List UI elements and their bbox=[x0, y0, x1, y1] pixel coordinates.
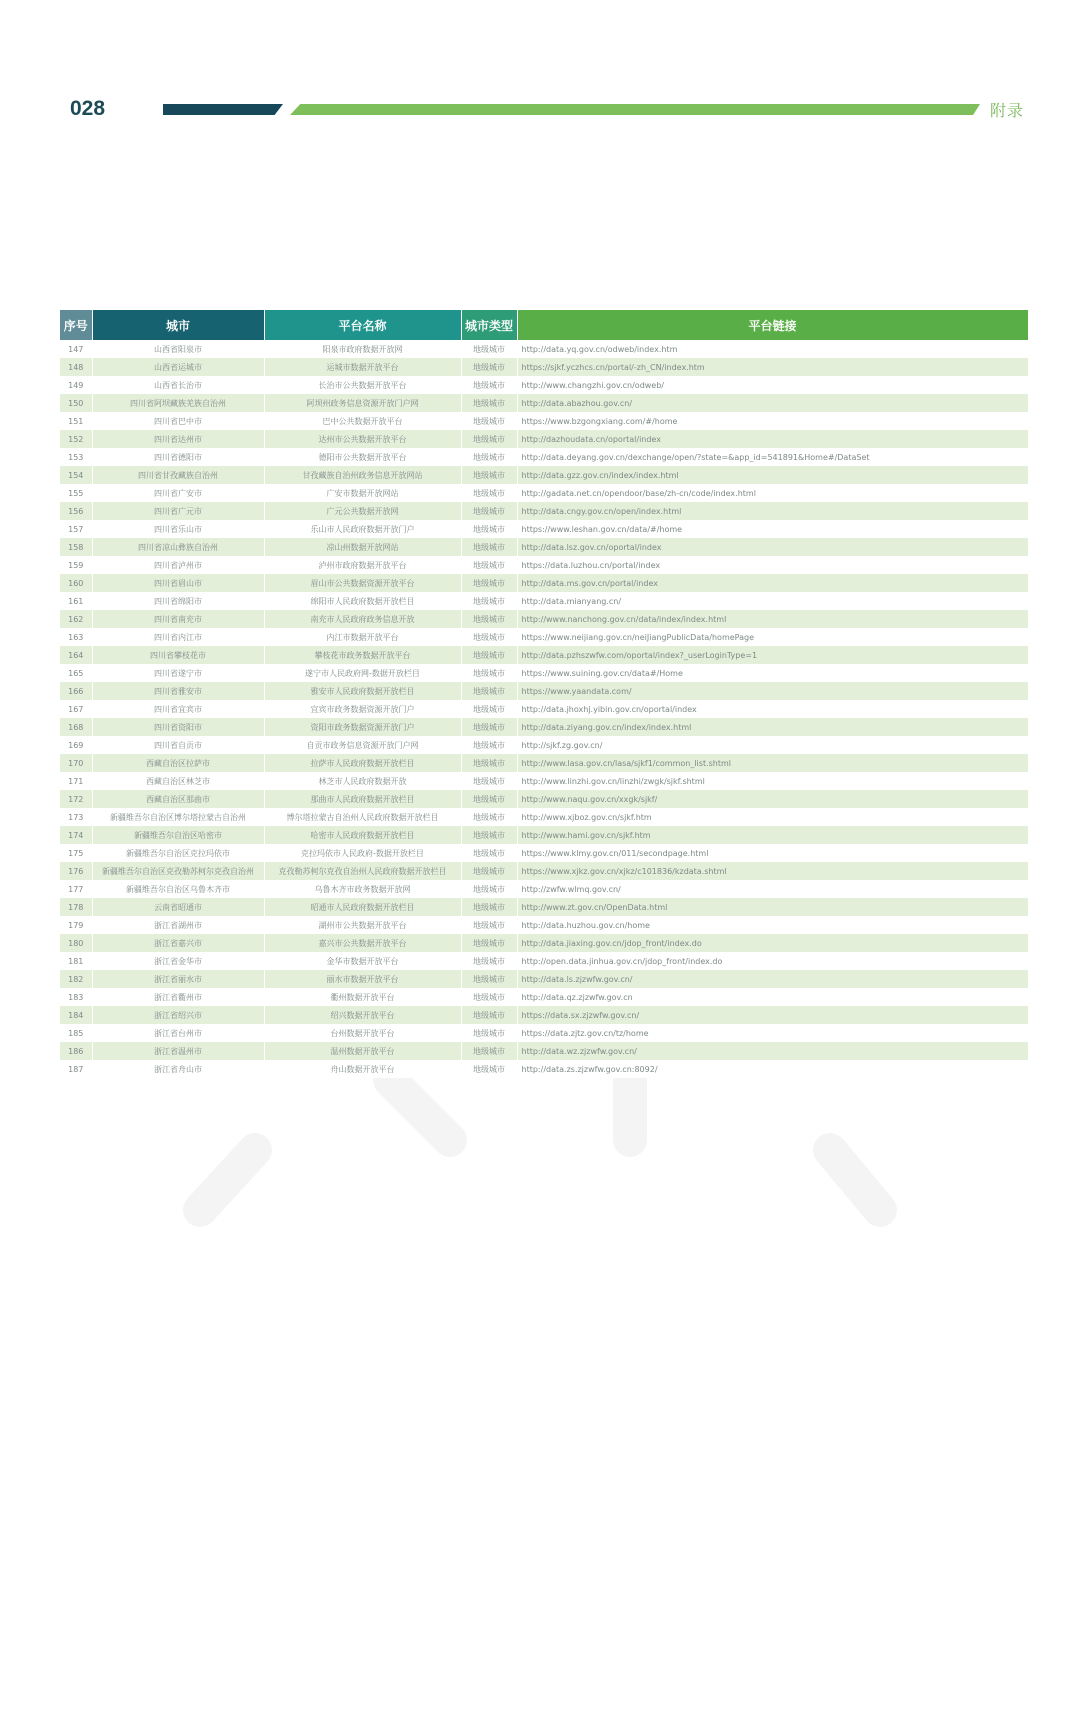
table-row bbox=[60, 358, 1028, 376]
cell-platform-link[interactable]: http://data.jhoxhj.yibin.gov.cn/oportal/index bbox=[517, 700, 1028, 718]
cell-index: 149 bbox=[60, 376, 92, 394]
cell-platform-link[interactable]: http://data.lsz.gov.cn/oportal/index bbox=[517, 538, 1028, 556]
cell-city-type: 地级城市 bbox=[461, 628, 517, 646]
cell-city-type: 地级城市 bbox=[461, 718, 517, 736]
cell-platform-link[interactable]: http://data.ls.zjzwfw.gov.cn/ bbox=[517, 970, 1028, 988]
cell-platform-name: 哈密市人民政府数据开放栏目 bbox=[264, 826, 461, 844]
table-row bbox=[60, 340, 1028, 358]
cell-index: 169 bbox=[60, 736, 92, 754]
cell-city-type: 地级城市 bbox=[461, 502, 517, 520]
cell-platform-link[interactable]: https://www.leshan.gov.cn/data/#/home bbox=[517, 520, 1028, 538]
table-row bbox=[60, 538, 1028, 556]
cell-city-type: 地级城市 bbox=[461, 1024, 517, 1042]
cell-index: 166 bbox=[60, 682, 92, 700]
cell-platform-link[interactable]: http://open.data.jinhua.gov.cn/jdop_front/index.do bbox=[517, 952, 1028, 970]
cell-index: 167 bbox=[60, 700, 92, 718]
cell-index: 147 bbox=[60, 340, 92, 358]
table-row bbox=[60, 880, 1028, 898]
cell-platform-name: 阳泉市政府数据开放网 bbox=[264, 340, 461, 358]
cell-city: 四川省广安市 bbox=[92, 484, 264, 502]
cell-city: 新疆维吾尔自治区乌鲁木齐市 bbox=[92, 880, 264, 898]
cell-index: 174 bbox=[60, 826, 92, 844]
table-row bbox=[60, 790, 1028, 808]
cell-platform-name: 金华市数据开放平台 bbox=[264, 952, 461, 970]
cell-index: 184 bbox=[60, 1006, 92, 1024]
cell-platform-name: 泸州市政府数据开放平台 bbox=[264, 556, 461, 574]
cell-city: 云南省昭通市 bbox=[92, 898, 264, 916]
cell-city-type: 地级城市 bbox=[461, 1060, 517, 1078]
cell-platform-link[interactable]: https://data.luzhou.cn/portal/index bbox=[517, 556, 1028, 574]
column-header-platform-name: 平台名称 bbox=[264, 310, 461, 340]
cell-platform-name: 湖州市公共数据开放平台 bbox=[264, 916, 461, 934]
cell-index: 155 bbox=[60, 484, 92, 502]
cell-platform-name: 绵阳市人民政府数据开放栏目 bbox=[264, 592, 461, 610]
cell-platform-name: 嘉兴市公共数据开放平台 bbox=[264, 934, 461, 952]
table-row bbox=[60, 916, 1028, 934]
table-row bbox=[60, 898, 1028, 916]
cell-platform-link[interactable]: http://data.wz.zjzwfw.gov.cn/ bbox=[517, 1042, 1028, 1060]
cell-platform-name: 台州数据开放平台 bbox=[264, 1024, 461, 1042]
cell-city-type: 地级城市 bbox=[461, 466, 517, 484]
cell-index: 183 bbox=[60, 988, 92, 1006]
cell-city-type: 地级城市 bbox=[461, 916, 517, 934]
cell-index: 160 bbox=[60, 574, 92, 592]
cell-city-type: 地级城市 bbox=[461, 736, 517, 754]
cell-index: 172 bbox=[60, 790, 92, 808]
cell-platform-link[interactable]: http://sjkf.zg.gov.cn/ bbox=[517, 736, 1028, 754]
table-row bbox=[60, 664, 1028, 682]
table-row bbox=[60, 448, 1028, 466]
cell-city: 四川省德阳市 bbox=[92, 448, 264, 466]
cell-city: 四川省广元市 bbox=[92, 502, 264, 520]
cell-platform-link[interactable]: http://data.pzhszwfw.com/oportal/index?_userLoginType=1 bbox=[517, 646, 1028, 664]
cell-platform-link[interactable]: http://data.abazhou.gov.cn/ bbox=[517, 394, 1028, 412]
cell-city-type: 地级城市 bbox=[461, 682, 517, 700]
header-dark-bar bbox=[163, 104, 283, 115]
cell-platform-link[interactable]: http://www.naqu.gov.cn/xxgk/sjkf/ bbox=[517, 790, 1028, 808]
cell-platform-name: 自贡市政务信息资源开放门户网 bbox=[264, 736, 461, 754]
cell-city: 四川省南充市 bbox=[92, 610, 264, 628]
cell-city-type: 地级城市 bbox=[461, 1006, 517, 1024]
cell-city: 山西省阳泉市 bbox=[92, 340, 264, 358]
cell-city: 浙江省嘉兴市 bbox=[92, 934, 264, 952]
cell-city-type: 地级城市 bbox=[461, 394, 517, 412]
cell-city-type: 地级城市 bbox=[461, 412, 517, 430]
table-row bbox=[60, 574, 1028, 592]
cell-platform-link[interactable]: http://www.linzhi.gov.cn/linzhi/zwgk/sjkf.shtml bbox=[517, 772, 1028, 790]
cell-city: 四川省内江市 bbox=[92, 628, 264, 646]
cell-platform-link[interactable]: http://www.nanchong.gov.cn/data/index/index.html bbox=[517, 610, 1028, 628]
table-row bbox=[60, 430, 1028, 448]
cell-city: 四川省攀枝花市 bbox=[92, 646, 264, 664]
cell-platform-name: 乐山市人民政府数据开放门户 bbox=[264, 520, 461, 538]
cell-city: 浙江省温州市 bbox=[92, 1042, 264, 1060]
cell-platform-name: 巴中公共数据开放平台 bbox=[264, 412, 461, 430]
cell-platform-name: 内江市数据开放平台 bbox=[264, 628, 461, 646]
cell-index: 182 bbox=[60, 970, 92, 988]
cell-city: 西藏自治区林芝市 bbox=[92, 772, 264, 790]
cell-city: 浙江省衢州市 bbox=[92, 988, 264, 1006]
cell-platform-name: 克孜勒苏柯尔克孜自治州人民政府数据开放栏目 bbox=[264, 862, 461, 880]
cell-city: 四川省甘孜藏族自治州 bbox=[92, 466, 264, 484]
cell-platform-name: 眉山市公共数据资源开放平台 bbox=[264, 574, 461, 592]
table-row bbox=[60, 466, 1028, 484]
watermark-graphic bbox=[160, 1070, 920, 1250]
table-row bbox=[60, 484, 1028, 502]
cell-platform-link[interactable]: http://data.ziyang.gov.cn/index/index.html bbox=[517, 718, 1028, 736]
cell-platform-name: 衢州数据开放平台 bbox=[264, 988, 461, 1006]
cell-platform-link[interactable]: https://data.zjtz.gov.cn/tz/home bbox=[517, 1024, 1028, 1042]
cell-index: 162 bbox=[60, 610, 92, 628]
table-row bbox=[60, 736, 1028, 754]
cell-city-type: 地级城市 bbox=[461, 898, 517, 916]
column-header-index: 序号 bbox=[60, 310, 92, 340]
cell-platform-link[interactable]: https://www.yaandata.com/ bbox=[517, 682, 1028, 700]
cell-index: 153 bbox=[60, 448, 92, 466]
cell-city: 四川省资阳市 bbox=[92, 718, 264, 736]
cell-index: 176 bbox=[60, 862, 92, 880]
cell-index: 156 bbox=[60, 502, 92, 520]
cell-platform-name: 乌鲁木齐市政务数据开放网 bbox=[264, 880, 461, 898]
cell-platform-name: 遂宁市人民政府网-数据开放栏目 bbox=[264, 664, 461, 682]
cell-platform-link[interactable]: http://data.mianyang.cn/ bbox=[517, 592, 1028, 610]
cell-platform-link[interactable]: http://www.changzhi.gov.cn/odweb/ bbox=[517, 376, 1028, 394]
table-row bbox=[60, 934, 1028, 952]
section-label: 附录 bbox=[990, 101, 1025, 120]
cell-city: 四川省泸州市 bbox=[92, 556, 264, 574]
cell-platform-link[interactable]: http://data.jiaxing.gov.cn/jdop_front/index.do bbox=[517, 934, 1028, 952]
cell-platform-link[interactable]: http://data.cngy.gov.cn/open/index.html bbox=[517, 502, 1028, 520]
cell-index: 181 bbox=[60, 952, 92, 970]
table-row bbox=[60, 412, 1028, 430]
cell-city-type: 地级城市 bbox=[461, 700, 517, 718]
cell-platform-name: 宜宾市政务数据资源开放门户 bbox=[264, 700, 461, 718]
cell-platform-name: 广安市数据开放网站 bbox=[264, 484, 461, 502]
cell-platform-link[interactable]: http://www.hami.gov.cn/sjkf.htm bbox=[517, 826, 1028, 844]
table-row bbox=[60, 682, 1028, 700]
cell-platform-name: 资阳市政务数据资源开放门户 bbox=[264, 718, 461, 736]
cell-city-type: 地级城市 bbox=[461, 340, 517, 358]
cell-city-type: 地级城市 bbox=[461, 988, 517, 1006]
cell-platform-link[interactable]: http://data.zs.zjzwfw.gov.cn:8092/ bbox=[517, 1060, 1028, 1078]
column-header-platform-link: 平台链接 bbox=[517, 310, 1028, 340]
cell-platform-name: 运城市数据开放平台 bbox=[264, 358, 461, 376]
cell-city-type: 地级城市 bbox=[461, 574, 517, 592]
cell-platform-name: 雅安市人民政府数据开放栏目 bbox=[264, 682, 461, 700]
cell-city-type: 地级城市 bbox=[461, 862, 517, 880]
cell-platform-link[interactable]: https://www.neijiang.gov.cn/neiJiangPublicData/homePage bbox=[517, 628, 1028, 646]
cell-platform-name: 达州市公共数据开放平台 bbox=[264, 430, 461, 448]
cell-index: 148 bbox=[60, 358, 92, 376]
column-header-city-type: 城市类型 bbox=[461, 310, 517, 340]
cell-platform-link[interactable]: https://www.klmy.gov.cn/011/secondpage.html bbox=[517, 844, 1028, 862]
cell-platform-name: 拉萨市人民政府数据开放栏目 bbox=[264, 754, 461, 772]
cell-city-type: 地级城市 bbox=[461, 610, 517, 628]
cell-index: 164 bbox=[60, 646, 92, 664]
cell-platform-name: 林芝市人民政府数据开放 bbox=[264, 772, 461, 790]
cell-platform-link[interactable]: http://www.lasa.gov.cn/lasa/sjkf1/common_list.shtml bbox=[517, 754, 1028, 772]
cell-city: 浙江省丽水市 bbox=[92, 970, 264, 988]
table-row bbox=[60, 502, 1028, 520]
cell-city: 新疆维吾尔自治区博尔塔拉蒙古自治州 bbox=[92, 808, 264, 826]
table-row bbox=[60, 844, 1028, 862]
cell-platform-name: 舟山数据开放平台 bbox=[264, 1060, 461, 1078]
cell-platform-link[interactable]: http://zwfw.wlmq.gov.cn/ bbox=[517, 880, 1028, 898]
cell-city-type: 地级城市 bbox=[461, 484, 517, 502]
cell-platform-link[interactable]: http://dazhoudata.cn/oportal/index bbox=[517, 430, 1028, 448]
cell-platform-link[interactable]: http://gadata.net.cn/opendoor/base/zh-cn/code/index.html bbox=[517, 484, 1028, 502]
cell-index: 152 bbox=[60, 430, 92, 448]
cell-platform-name: 南充市人民政府政务信息开放 bbox=[264, 610, 461, 628]
table-row bbox=[60, 754, 1028, 772]
cell-city: 四川省遂宁市 bbox=[92, 664, 264, 682]
cell-city-type: 地级城市 bbox=[461, 754, 517, 772]
cell-city-type: 地级城市 bbox=[461, 376, 517, 394]
table-row bbox=[60, 862, 1028, 880]
cell-city-type: 地级城市 bbox=[461, 952, 517, 970]
cell-index: 161 bbox=[60, 592, 92, 610]
cell-city-type: 地级城市 bbox=[461, 448, 517, 466]
cell-city: 浙江省湖州市 bbox=[92, 916, 264, 934]
cell-city: 四川省宜宾市 bbox=[92, 700, 264, 718]
cell-index: 168 bbox=[60, 718, 92, 736]
cell-index: 165 bbox=[60, 664, 92, 682]
table-row bbox=[60, 1042, 1028, 1060]
cell-city-type: 地级城市 bbox=[461, 790, 517, 808]
cell-index: 180 bbox=[60, 934, 92, 952]
table-row bbox=[60, 1006, 1028, 1024]
table-row bbox=[60, 772, 1028, 790]
cell-platform-name: 温州数据开放平台 bbox=[264, 1042, 461, 1060]
cell-city: 西藏自治区那曲市 bbox=[92, 790, 264, 808]
cell-city: 新疆维吾尔自治区克孜勒苏柯尔克孜自治州 bbox=[92, 862, 264, 880]
table-row bbox=[60, 520, 1028, 538]
cell-platform-link[interactable]: https://www.suining.gov.cn/data#/Home bbox=[517, 664, 1028, 682]
cell-city-type: 地级城市 bbox=[461, 430, 517, 448]
cell-city-type: 地级城市 bbox=[461, 844, 517, 862]
cell-city-type: 地级城市 bbox=[461, 646, 517, 664]
cell-platform-link[interactable]: https://www.xjkz.gov.cn/xjkz/c101836/kzdata.shtml bbox=[517, 862, 1028, 880]
header-green-bar bbox=[290, 104, 980, 115]
cell-platform-name: 博尔塔拉蒙古自治州人民政府数据开放栏目 bbox=[264, 808, 461, 826]
cell-city: 四川省眉山市 bbox=[92, 574, 264, 592]
cell-index: 159 bbox=[60, 556, 92, 574]
cell-city: 浙江省舟山市 bbox=[92, 1060, 264, 1078]
cell-city: 浙江省台州市 bbox=[92, 1024, 264, 1042]
cell-city: 四川省巴中市 bbox=[92, 412, 264, 430]
cell-platform-link[interactable]: http://data.deyang.gov.cn/dexchange/open/?state=&app_id=541891&Home#/DataSet bbox=[517, 448, 1028, 466]
cell-platform-name: 昭通市人民政府数据开放栏目 bbox=[264, 898, 461, 916]
cell-platform-link[interactable]: http://www.zt.gov.cn/OpenData.html bbox=[517, 898, 1028, 916]
table-row bbox=[60, 646, 1028, 664]
table-row bbox=[60, 970, 1028, 988]
cell-platform-name: 攀枝花市政务数据开放平台 bbox=[264, 646, 461, 664]
cell-platform-link[interactable]: http://data.huzhou.gov.cn/home bbox=[517, 916, 1028, 934]
cell-platform-link[interactable]: https://data.sx.zjzwfw.gov.cn/ bbox=[517, 1006, 1028, 1024]
page-number: 028 bbox=[70, 97, 106, 120]
cell-city: 浙江省绍兴市 bbox=[92, 1006, 264, 1024]
cell-city-type: 地级城市 bbox=[461, 592, 517, 610]
cell-city: 四川省自贡市 bbox=[92, 736, 264, 754]
cell-index: 171 bbox=[60, 772, 92, 790]
cell-city-type: 地级城市 bbox=[461, 358, 517, 376]
table-row bbox=[60, 376, 1028, 394]
cell-platform-name: 克拉玛依市人民政府-数据开放栏目 bbox=[264, 844, 461, 862]
cell-index: 154 bbox=[60, 466, 92, 484]
cell-city: 四川省雅安市 bbox=[92, 682, 264, 700]
cell-city: 浙江省金华市 bbox=[92, 952, 264, 970]
cell-platform-link[interactable]: http://data.ms.gov.cn/portal/index bbox=[517, 574, 1028, 592]
cell-platform-name: 德阳市公共数据开放平台 bbox=[264, 448, 461, 466]
cell-platform-name: 绍兴数据开放平台 bbox=[264, 1006, 461, 1024]
cell-city-type: 地级城市 bbox=[461, 880, 517, 898]
cell-platform-name: 丽水市数据开放平台 bbox=[264, 970, 461, 988]
table-row bbox=[60, 826, 1028, 844]
cell-platform-link[interactable]: http://data.yq.gov.cn/odweb/index.htm bbox=[517, 340, 1028, 358]
table-row bbox=[60, 952, 1028, 970]
cell-platform-link[interactable]: http://data.gzz.gov.cn/index/index.html bbox=[517, 466, 1028, 484]
cell-index: 157 bbox=[60, 520, 92, 538]
table-row bbox=[60, 988, 1028, 1006]
table-row bbox=[60, 1060, 1028, 1078]
table-row bbox=[60, 700, 1028, 718]
table-header-row bbox=[60, 310, 1028, 340]
cell-city-type: 地级城市 bbox=[461, 1042, 517, 1060]
cell-index: 151 bbox=[60, 412, 92, 430]
cell-city: 新疆维吾尔自治区克拉玛依市 bbox=[92, 844, 264, 862]
table-row bbox=[60, 718, 1028, 736]
cell-platform-name: 长治市公共数据开放平台 bbox=[264, 376, 461, 394]
cell-city: 四川省凉山彝族自治州 bbox=[92, 538, 264, 556]
cell-index: 187 bbox=[60, 1060, 92, 1078]
cell-city-type: 地级城市 bbox=[461, 664, 517, 682]
cell-city: 四川省阿坝藏族羌族自治州 bbox=[92, 394, 264, 412]
cell-city: 西藏自治区拉萨市 bbox=[92, 754, 264, 772]
cell-index: 163 bbox=[60, 628, 92, 646]
table-row bbox=[60, 628, 1028, 646]
table-body bbox=[60, 340, 1028, 1078]
cell-city: 山西省运城市 bbox=[92, 358, 264, 376]
cell-platform-link[interactable]: https://sjkf.yczhcs.cn/portal/-zh_CN/index.htm bbox=[517, 358, 1028, 376]
cell-platform-name: 甘孜藏族自治州政务信息开放网站 bbox=[264, 466, 461, 484]
cell-index: 177 bbox=[60, 880, 92, 898]
table-row bbox=[60, 610, 1028, 628]
cell-index: 175 bbox=[60, 844, 92, 862]
cell-platform-link[interactable]: http://www.xjboz.gov.cn/sjkf.htm bbox=[517, 808, 1028, 826]
cell-index: 186 bbox=[60, 1042, 92, 1060]
cell-city: 新疆维吾尔自治区哈密市 bbox=[92, 826, 264, 844]
table-row bbox=[60, 556, 1028, 574]
cell-platform-link[interactable]: https://www.bzgongxiang.com/#/home bbox=[517, 412, 1028, 430]
cell-city-type: 地级城市 bbox=[461, 826, 517, 844]
cell-platform-link[interactable]: http://data.qz.zjzwfw.gov.cn bbox=[517, 988, 1028, 1006]
cell-platform-name: 那曲市人民政府数据开放栏目 bbox=[264, 790, 461, 808]
cell-city: 山西省长治市 bbox=[92, 376, 264, 394]
cell-platform-name: 凉山州数据开放网站 bbox=[264, 538, 461, 556]
cell-city-type: 地级城市 bbox=[461, 970, 517, 988]
cell-index: 185 bbox=[60, 1024, 92, 1042]
cell-index: 173 bbox=[60, 808, 92, 826]
cell-city: 四川省绵阳市 bbox=[92, 592, 264, 610]
cell-index: 179 bbox=[60, 916, 92, 934]
cell-city-type: 地级城市 bbox=[461, 772, 517, 790]
cell-city-type: 地级城市 bbox=[461, 520, 517, 538]
column-header-city: 城市 bbox=[92, 310, 264, 340]
platform-table bbox=[60, 310, 1029, 1078]
cell-city-type: 地级城市 bbox=[461, 556, 517, 574]
cell-city-type: 地级城市 bbox=[461, 934, 517, 952]
cell-city-type: 地级城市 bbox=[461, 538, 517, 556]
table-row bbox=[60, 394, 1028, 412]
cell-index: 178 bbox=[60, 898, 92, 916]
table-row bbox=[60, 808, 1028, 826]
cell-index: 158 bbox=[60, 538, 92, 556]
table-row bbox=[60, 592, 1028, 610]
cell-city-type: 地级城市 bbox=[461, 808, 517, 826]
cell-city: 四川省达州市 bbox=[92, 430, 264, 448]
cell-city: 四川省乐山市 bbox=[92, 520, 264, 538]
cell-platform-name: 阿坝州政务信息资源开放门户网 bbox=[264, 394, 461, 412]
cell-index: 150 bbox=[60, 394, 92, 412]
cell-index: 170 bbox=[60, 754, 92, 772]
table-row bbox=[60, 1024, 1028, 1042]
cell-platform-name: 广元公共数据开放网 bbox=[264, 502, 461, 520]
